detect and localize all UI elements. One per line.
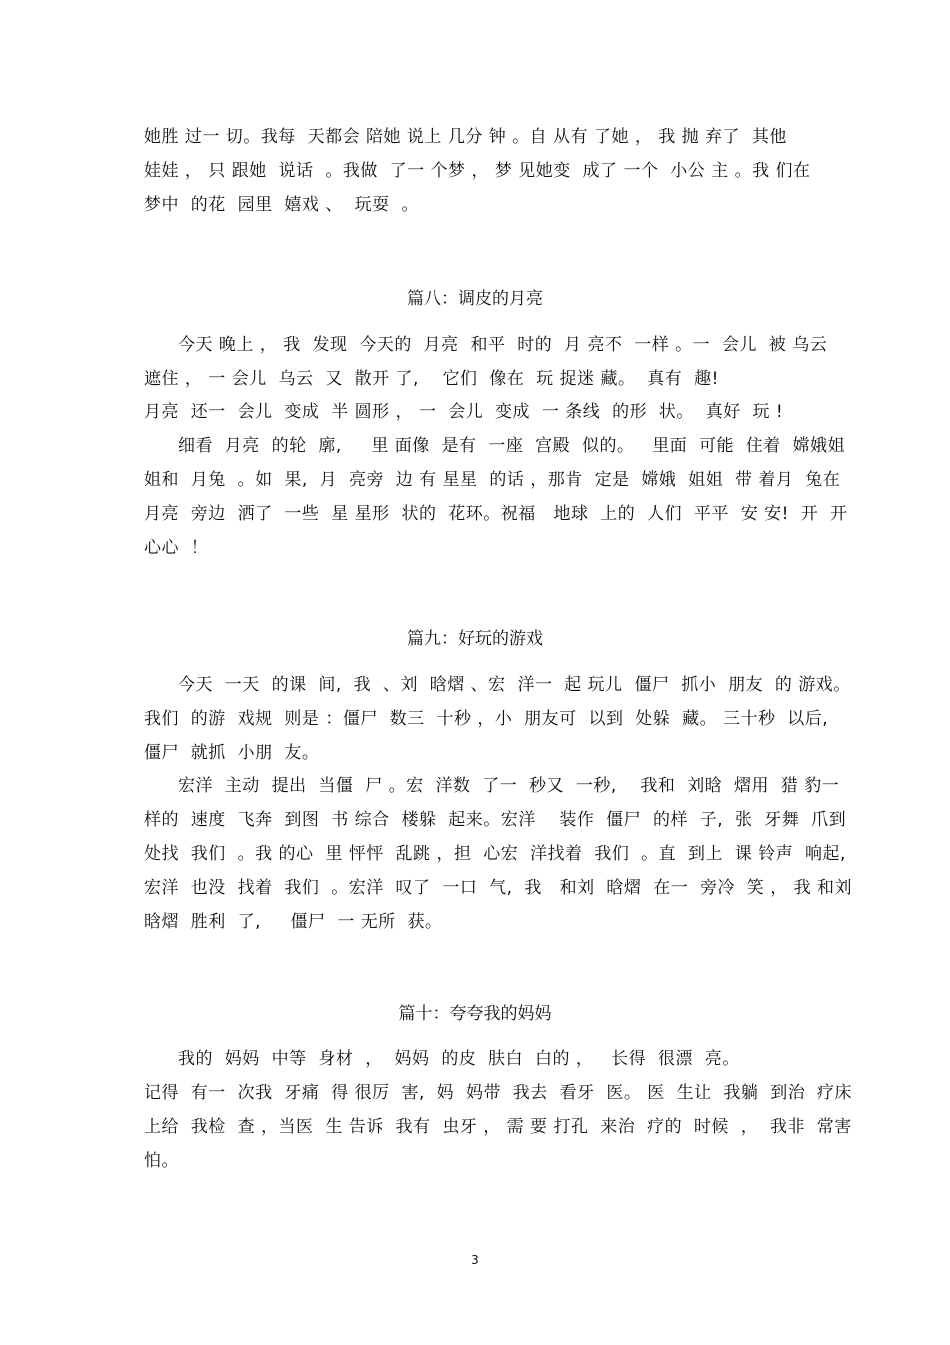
paragraph-line: 月亮 还一 会儿 变成 半 圆形 ， 一 会儿 变成 一 条线 的形 状。 真好 玩 ! <box>144 402 784 422</box>
paragraph-line: 宏洋 也没 找着 我们 。宏洋 叹了 一口 气, 我 和刘 晗熠 在一 旁冷 笑 ， 我 和刘 <box>144 878 853 898</box>
paragraph-line: 上给 我检 查 ，当医 生 告诉 我有 虫牙 ， 需 要 打孔 来治 疗的 时候 ， 我非 常害 <box>144 1117 852 1137</box>
paragraph-line: 心心 ！ <box>144 538 209 558</box>
paragraph-line: 遮住 ， 一 会儿 乌云 又 散开 了, 它们 像在 玩 捉迷 藏。 真有 趣! <box>144 369 719 389</box>
section-title: 篇八：调皮的月亮 <box>407 289 543 309</box>
paragraph-line: 她胜 过一 切。我每 天都会 陪她 说上 几分 钟 。自 从有 了她 ， 我 抛 弃了 其他 <box>144 127 787 147</box>
paragraph-line: 怕。 <box>144 1151 179 1171</box>
paragraph-line: 娃娃 ， 只 跟她 说话 。我做 了一 个梦 ， 梦 见她变 成了 一个 小公 主 。我 们在 <box>144 161 811 181</box>
paragraph-line: 记得 有一 次我 牙痛 得 很厉 害, 妈 妈带 我去 看牙 医。 医 生让 我躺 到治 疗床 <box>144 1083 853 1103</box>
section-title: 篇九：好玩的游戏 <box>407 629 543 649</box>
section-title: 篇十：夸夸我的妈妈 <box>398 1004 552 1024</box>
page-number: 3 <box>471 1253 479 1267</box>
paragraph-line: 样的 速度 飞奔 到图 书 综合 楼躲 起来。宏洋 装作 僵尸 的样 子, 张 牙舞 爪到 <box>144 810 847 830</box>
paragraph-line: 今天 晚上 ， 我 发现 今天的 月亮 和平 时的 月 亮不 一样 。一 会儿 被 乌云 <box>178 335 828 355</box>
paragraph-line: 姐和 月兔 。如 果, 月 亮旁 边 有 星星 的话 ，那肯 定是 嫦娥 姐姐 带 着月 兔在 <box>144 470 841 490</box>
paragraph-line: 晗熠 胜利 了, 僵尸 一 无所 获。 <box>144 912 443 932</box>
paragraph-line: 处找 我们 。我 的心 里 怦怦 乱跳 ，担 心宏 洋找着 我们 。直 到上 课 铃声 响起, <box>144 844 846 864</box>
paragraph-line: 细看 月亮 的轮 廓, 里 面像 是有 一座 宫殿 似的。 里面 可能 住着 嫦娥姐 <box>178 436 846 456</box>
paragraph-line: 梦中 的花 园里 嬉戏 、 玩耍 。 <box>144 195 419 215</box>
paragraph-line: 今天 一天 的课 间, 我 、刘 晗熠 、宏 洋一 起 玩儿 僵尸 抓小 朋友 的 游戏。 <box>178 675 851 695</box>
paragraph-line: 我的 妈妈 中等 身材 ， 妈妈 的皮 肤白 白的 ， 长得 很漂 亮。 <box>178 1049 740 1069</box>
paragraph-line: 月亮 旁边 洒了 一些 星 星形 状的 花环。祝福 地球 上的 人们 平平 安 安! 开 开 <box>144 504 848 524</box>
paragraph-line: 宏洋 主动 提出 当僵 尸 。宏 洋数 了一 秒又 一秒, 我和 刘晗 熠用 猎 豹一 <box>178 776 840 796</box>
paragraph-line: 僵尸 就抓 小朋 友。 <box>144 743 320 763</box>
paragraph-line: 我们 的游 戏规 则是 ：僵尸 数三 十秒 ，小 朋友可 以到 处躲 藏。 三十秒 以后, <box>144 709 829 729</box>
